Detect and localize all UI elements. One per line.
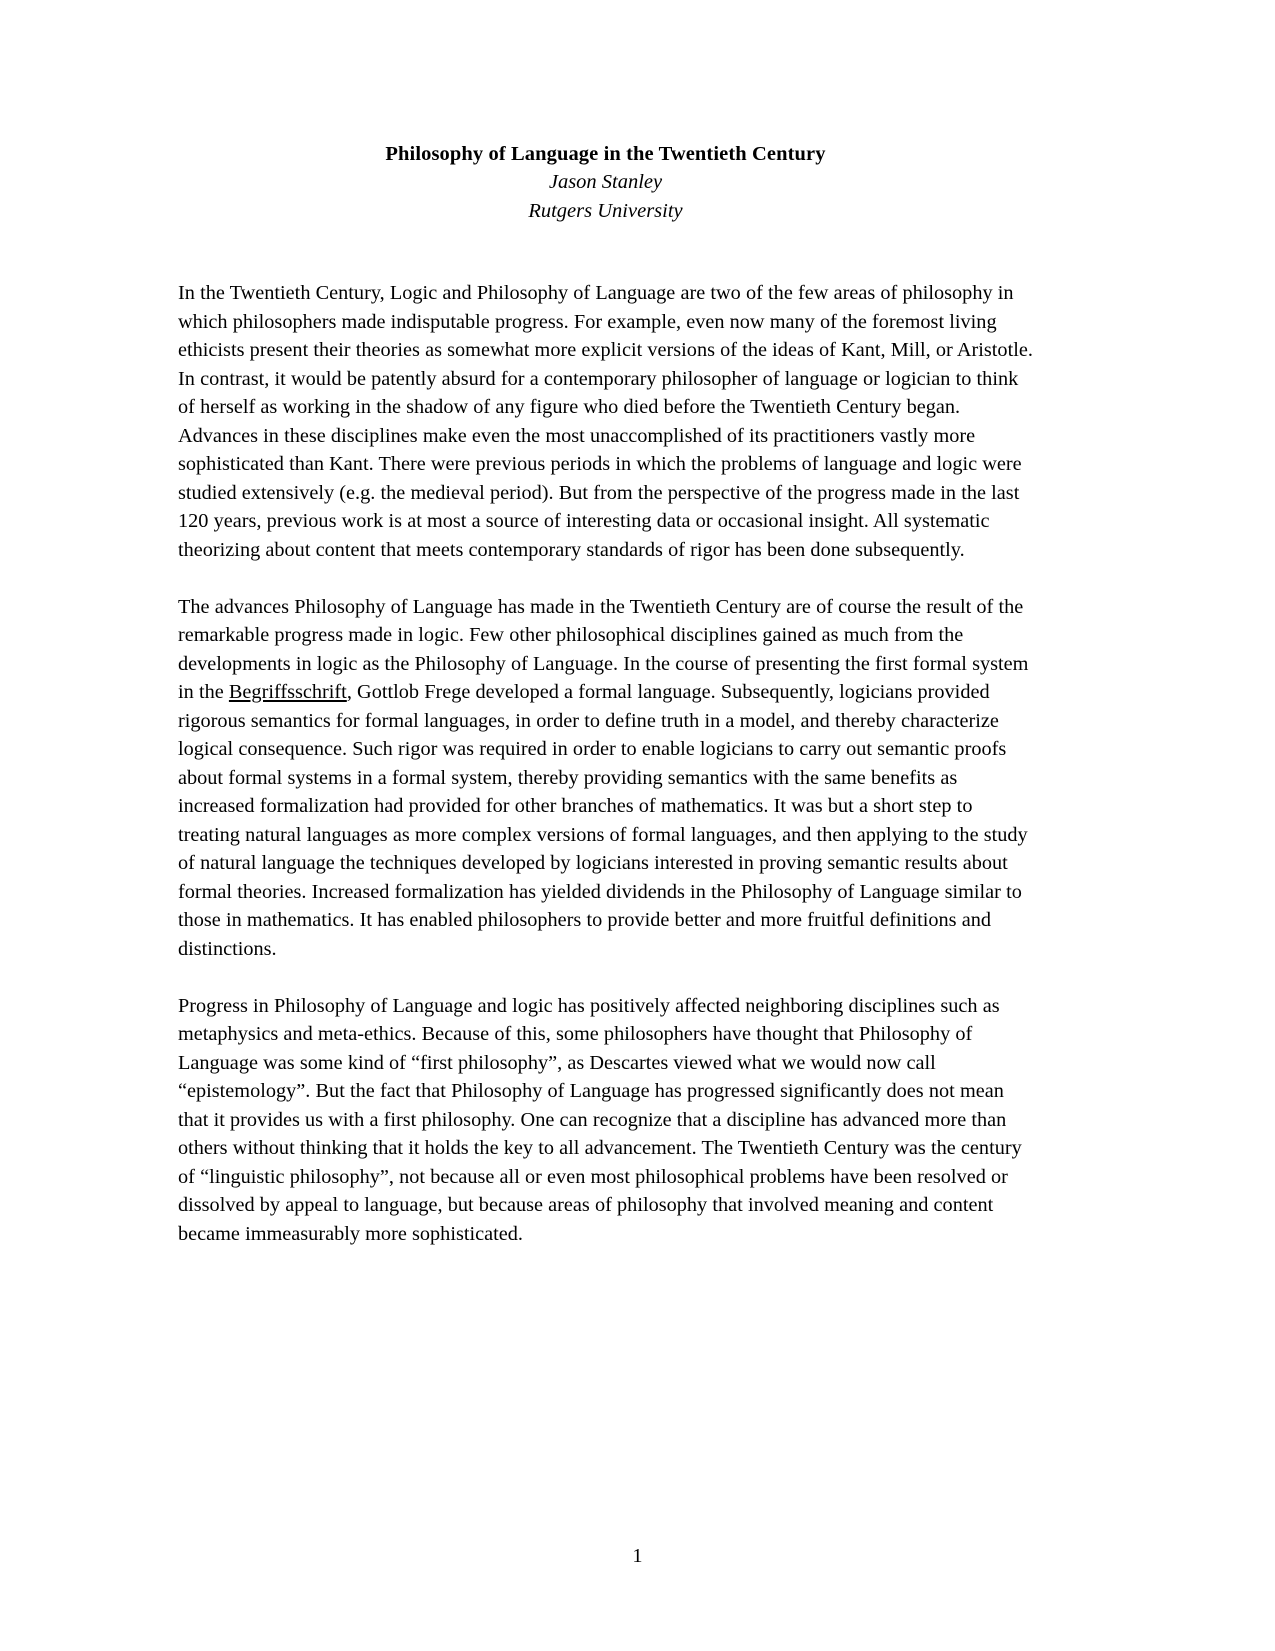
document-body — [178, 279, 1034, 1248]
work-title-begriffsschrift: Begriffsschrift — [228, 681, 347, 703]
document-header — [178, 140, 1033, 225]
paragraph-2-text-before-title: The advances Philosophy of Language has made in the Twentieth Century are of course the result of the remarkable progress made in logic. Few other philosophical disciplines gained as much from the developments in logic as the Philosophy of Language. In the course of presenting the first formal system in the — [178, 595, 1029, 703]
author-affiliation: Rutgers University — [528, 199, 683, 222]
body-paragraph-3: Progress in Philosophy of Language and logic has positively affected neighboring disciplines such as metaphysics and meta-ethics. Because of this, some philosophers have thought that Philosophy of Language was some kind of “first philosophy”, as Descartes viewed what we would now call “epistemology”. But the fact that Philosophy of Language has progressed significantly does not mean that it provides us with a first philosophy. One can recognize that a discipline has advanced more than others without thinking that it holds the key to all advancement. The Twentieth Century was the century of “linguistic philosophy”, not because all or even most philosophical problems have been resolved or dissolved by appeal to language, but because areas of philosophy that involved meaning and content became immeasurably more sophisticated. — [178, 994, 1022, 1245]
paragraph-2-text-after-title: , Gottlob Frege developed a formal language. Subsequently, logicians provided rigorous semantics for formal languages, in order to define truth in a model, and thereby characterize logical consequence. Such rigor was required in order to enable logicians to carry out semantic proofs about formal systems in a formal system, thereby providing semantics with the same benefits as increased formalization had provided for other branches of mathematics. It was but a short step to treating natural languages as more complex versions of formal languages, and then applying to the study of natural language the techniques developed by logicians interested in proving semantic results about formal theories. Increased formalization has yielded dividends in the Philosophy of Language similar to those in mathematics. It has enabled philosophers to provide better and more fruitful definitions and distinctions. — [178, 681, 1028, 960]
body-paragraph-2 — [178, 593, 1034, 964]
page-title: Philosophy of Language in the Twentieth Century — [385, 143, 826, 165]
author-name: Jason Stanley — [548, 171, 663, 193]
body-paragraph-1: In the Twentieth Century, Logic and Philosophy of Language are two of the few areas of philosophy in which philosophers made indisputable progress. For example, even now many of the foremost living ethicists present their theories as somewhat more explicit versions of the ideas of Kant, Mill, or Aristotle. In contrast, it would be patently absurd for a contemporary philosopher of language or logician to think of herself as working in the shadow of any figure who died before the Twentieth Century began. Advances in these disciplines make even the most unaccomplished of its practitioners vastly more sophisticated than Kant. There were previous periods in which the problems of language and logic were studied extensively (e.g. the medieval period). But from the perspective of the progress made in the last 120 years, previous work is at most a source of interesting data or occasional insight. All systematic theorizing about content that meets contemporary standards of rigor has been done subsequently. — [178, 282, 1033, 561]
page-number: 1 — [632, 1545, 643, 1567]
